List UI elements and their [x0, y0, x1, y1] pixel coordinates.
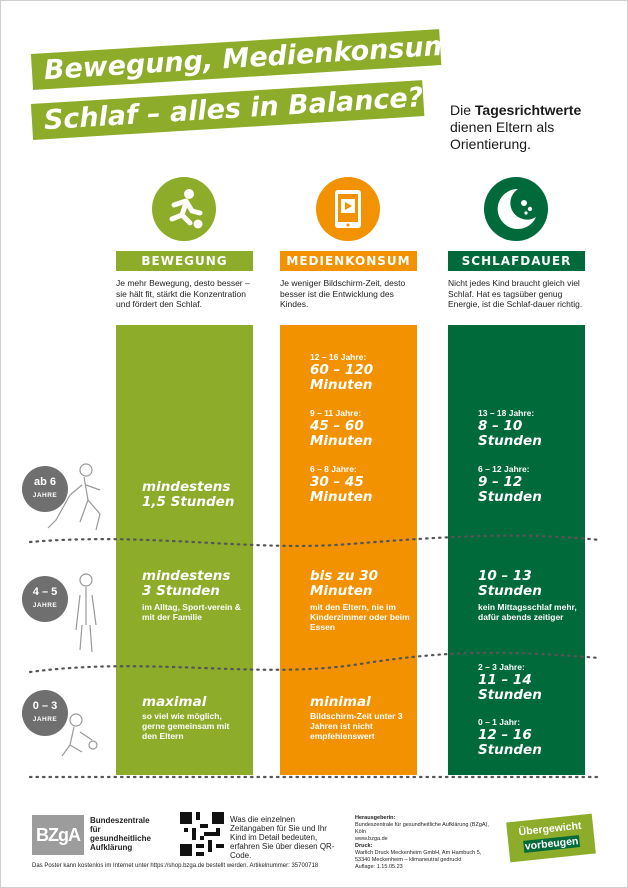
age-unit: JAHRE — [32, 492, 58, 499]
schlaf-a1-label: 13 – 18 Jahre: — [478, 408, 535, 418]
desc-bewegung: Je mehr Bewegung, desto besser – sie hält fit, stärkt die Konzentration und fördert den Schlaf. — [116, 278, 250, 309]
medien-45-small: mit den Eltern, nie im Kinderzimmer oder beim Essen — [310, 602, 410, 632]
badge-line-2: vorbeugen — [524, 835, 579, 853]
schlaf-b1-label: 2 – 3 Jahre: — [478, 662, 525, 672]
age-badge-0-3 — [22, 690, 68, 736]
bewegung-03-small: so viel wie möglich, gerne gemeinsam mit den Eltern — [142, 711, 230, 741]
schlaf-a2-label: 6 – 12 Jahre: — [478, 464, 530, 474]
schlaf-b1-val: 11 – 14 Stunden — [478, 672, 542, 703]
bzga-logo: BZgA — [32, 815, 84, 855]
medien-a3-label: 6 – 8 Jahre: — [310, 464, 357, 474]
medien-03-big: minimal — [310, 694, 371, 710]
intro-line-3: Orientierung. — [450, 136, 531, 152]
publisher-text: Bundeszentrale für gesundheitliche Aufklärung (BZgA), Köln — [355, 822, 489, 835]
age-num: 4 – 5 — [32, 586, 58, 598]
shop-note: Das Poster kann kostenlos im Internet unter https://shop.bzga.de bestellt werden. Artikelnummer: 35700718 — [32, 863, 319, 869]
schlaf-a1-val: 8 – 10 Stunden — [478, 418, 542, 449]
org-name: Bundeszentrale für gesundheitliche Aufklärung — [90, 816, 151, 852]
print-text: Warlich Druck Meckenheim GmbH, Am Hambuch 5, 53340 Meckenheim – klimaneutral gedruckt — [355, 850, 482, 863]
intro-bold: Tagesrichtwerte — [474, 102, 582, 118]
medien-a2-val: 45 – 60 Minuten — [310, 418, 373, 449]
medien-a2-label: 9 – 11 Jahre: — [310, 408, 362, 418]
age-badge-ab6 — [22, 466, 68, 512]
print-label: Druck: — [355, 843, 373, 849]
website[interactable]: www.bzga.de — [355, 836, 388, 842]
badge-line-1: Übergewicht — [518, 819, 583, 839]
schlaf-45-small: kein Mittagsschlaf mehr, dafür abends zeitiger — [478, 602, 577, 622]
desc-medienkonsum: Je weniger Bildschirm-Zeit, desto besser ist die Entwicklung des Kindes. — [280, 278, 406, 309]
schlaf-a2-val: 9 – 12 Stunden — [478, 474, 542, 505]
publisher-label: Herausgeberin: — [355, 815, 396, 821]
bewegung-45-small: im Alltag, Sport-verein & mit der Familie — [142, 602, 241, 622]
age-num: 0 – 3 — [32, 700, 58, 712]
medien-a1-label: 12 – 16 Jahre: — [310, 352, 367, 362]
schlaf-b2-val: 12 – 16 Stunden — [478, 727, 542, 758]
medien-45-big: bis zu 30 Minuten — [310, 568, 378, 599]
desc-schlafdauer: Nicht jedes Kind braucht gleich viel Schlaf. Hat es tagsüber genug Energie, ist die Schlaf-dauer richtig. — [448, 278, 583, 309]
age-badge-4-5 — [22, 576, 68, 622]
title-line-1: Bewegung, Medienkonsum, — [31, 29, 441, 90]
title-line-2: Schlaf – alles in Balance? — [31, 80, 424, 140]
age-num: ab 6 — [33, 476, 56, 488]
qr-description: Was die einzelnen Zeitangaben für Sie und Ihr Kind im Detail bedeuten, erfahren Sie über diesen QR-Code. — [230, 815, 335, 860]
header-bewegung: BEWEGUNG — [116, 251, 253, 271]
bewegung-03-big: maximal — [142, 694, 207, 710]
header-schlafdauer: SCHLAFDAUER — [448, 251, 585, 271]
medien-a3-val: 30 – 45 Minuten — [310, 474, 373, 505]
age-unit: JAHRE — [32, 602, 58, 609]
header-medienkonsum: MEDIENKONSUM — [280, 251, 417, 271]
standing-child-sketch — [76, 574, 96, 652]
schlaf-45-big: 10 – 13 Stunden — [478, 568, 542, 599]
intro-line-2: dienen Eltern als — [450, 119, 555, 135]
bewegung-ab6: mindestens 1,5 Stunden — [142, 479, 235, 510]
edition: Auflage: 1.15.05.23 — [355, 864, 403, 870]
intro-pre: Die — [450, 102, 475, 118]
bewegung-45-big: mindestens 3 Stunden — [142, 568, 231, 599]
medien-a1-val: 60 – 120 Minuten — [310, 362, 374, 393]
qr-code-icon[interactable] — [180, 812, 224, 856]
medien-03-small: Bildschirm-Zeit unter 3 Jahren ist nicht empfehlenswert — [310, 711, 403, 741]
age-unit: JAHRE — [32, 716, 58, 723]
schlaf-b2-label: 0 – 1 Jahr: — [478, 717, 521, 727]
